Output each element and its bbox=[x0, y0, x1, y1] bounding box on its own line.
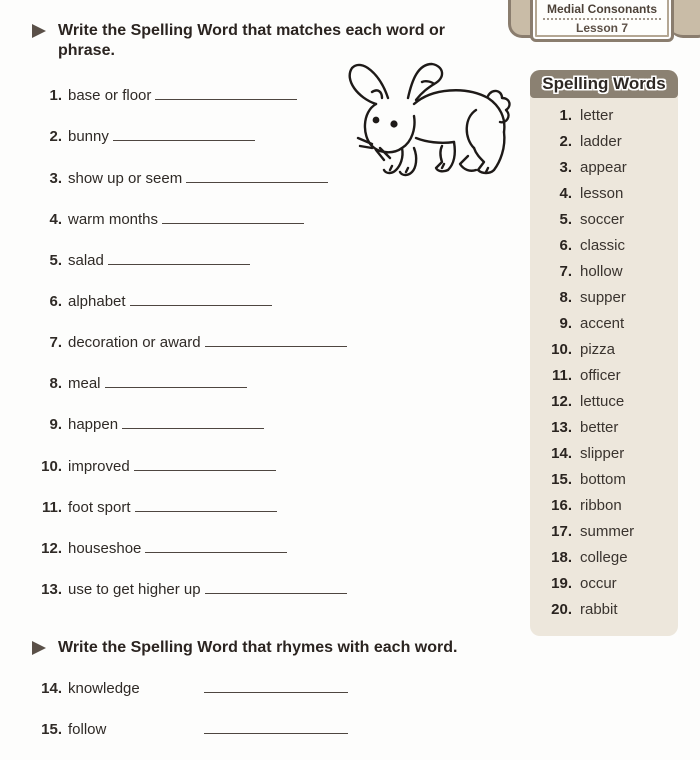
answer-blank[interactable] bbox=[162, 213, 304, 224]
instruction-section-2 bbox=[32, 638, 492, 658]
exercise-item-6 bbox=[34, 293, 272, 311]
word-number: 2. bbox=[559, 133, 572, 150]
lesson-badge bbox=[508, 0, 700, 48]
item-number: 7. bbox=[49, 334, 62, 351]
word-text: rabbit bbox=[580, 601, 618, 618]
word-text: letter bbox=[580, 107, 614, 124]
spelling-word-14 bbox=[530, 445, 678, 463]
word-number: 19. bbox=[551, 575, 572, 592]
word-text: officer bbox=[580, 367, 621, 384]
rabbit-illustration-icon bbox=[336, 58, 516, 186]
word-text: classic bbox=[580, 237, 626, 254]
item-number: 12. bbox=[41, 540, 62, 557]
badge-dotted-divider bbox=[543, 18, 661, 20]
spelling-word-11 bbox=[530, 367, 678, 385]
word-text: bottom bbox=[580, 471, 626, 488]
word-number: 7. bbox=[559, 263, 572, 280]
answer-blank[interactable] bbox=[130, 295, 272, 306]
word-text: soccer bbox=[580, 211, 625, 228]
word-text: hollow bbox=[580, 263, 623, 280]
item-number: 14. bbox=[41, 680, 62, 697]
spelling-word-15 bbox=[530, 471, 678, 489]
exercise-item-7 bbox=[34, 334, 347, 352]
badge-plate bbox=[530, 0, 674, 42]
word-number: 3. bbox=[559, 159, 572, 176]
item-number: 8. bbox=[49, 375, 62, 392]
word-text: better bbox=[580, 419, 619, 436]
word-text: ribbon bbox=[580, 497, 622, 514]
answer-blank[interactable] bbox=[205, 336, 347, 347]
answer-blank[interactable] bbox=[186, 172, 328, 183]
spelling-word-18 bbox=[530, 549, 678, 567]
exercise-item-10 bbox=[34, 458, 276, 476]
exercise-item-1 bbox=[34, 87, 297, 105]
badge-lesson: Lesson 7 bbox=[575, 21, 629, 35]
item-number: 10. bbox=[41, 458, 62, 475]
spelling-word-12 bbox=[530, 393, 678, 411]
word-number: 5. bbox=[559, 211, 572, 228]
answer-blank[interactable] bbox=[135, 501, 277, 512]
item-clue: warm months bbox=[68, 211, 159, 228]
answer-blank[interactable] bbox=[122, 418, 264, 429]
spelling-word-7 bbox=[530, 263, 678, 281]
item-number: 2. bbox=[49, 128, 62, 145]
word-number: 4. bbox=[559, 185, 572, 202]
item-clue: houseshoe bbox=[68, 540, 142, 557]
spelling-word-2 bbox=[530, 133, 678, 151]
item-clue: foot sport bbox=[68, 499, 131, 516]
spelling-words-title: Spelling Words bbox=[542, 74, 666, 93]
item-clue: base or floor bbox=[68, 87, 152, 104]
word-number: 12. bbox=[551, 393, 572, 410]
exercise-item-4 bbox=[34, 211, 304, 229]
answer-blank[interactable] bbox=[108, 254, 250, 265]
item-number: 1. bbox=[49, 87, 62, 104]
item-number: 3. bbox=[49, 170, 62, 187]
word-number: 6. bbox=[559, 237, 572, 254]
word-text: pizza bbox=[580, 341, 616, 358]
item-clue: alphabet bbox=[68, 293, 126, 310]
spelling-word-1 bbox=[530, 107, 678, 125]
word-number: 14. bbox=[551, 445, 572, 462]
answer-blank[interactable] bbox=[134, 460, 276, 471]
exercise-item-2 bbox=[34, 128, 255, 146]
item-number: 13. bbox=[41, 581, 62, 598]
item-clue: knowledge bbox=[68, 680, 140, 697]
spelling-word-16 bbox=[530, 497, 678, 515]
item-number: 11. bbox=[41, 499, 62, 516]
item-clue: salad bbox=[68, 252, 104, 269]
item-clue: show up or seem bbox=[68, 170, 183, 187]
instruction-section-1 bbox=[32, 21, 472, 61]
item-clue: improved bbox=[68, 458, 130, 475]
spelling-word-3 bbox=[530, 159, 678, 177]
exercise-item-5 bbox=[34, 252, 250, 270]
exercise-item-15 bbox=[34, 721, 106, 739]
instruction-text: Write the Spelling Word that rhymes with each word. bbox=[58, 639, 458, 656]
word-number: 8. bbox=[559, 289, 572, 306]
word-number: 11. bbox=[551, 367, 572, 384]
exercise-item-11 bbox=[34, 499, 277, 517]
spelling-word-13 bbox=[530, 419, 678, 437]
item-clue: follow bbox=[68, 721, 107, 738]
item-number: 15. bbox=[41, 721, 62, 738]
word-number: 16. bbox=[551, 497, 572, 514]
spelling-word-6 bbox=[530, 237, 678, 255]
word-text: appear bbox=[580, 159, 627, 176]
item-number: 5. bbox=[49, 252, 62, 269]
exercise-item-9 bbox=[34, 416, 264, 434]
word-text: ladder bbox=[580, 133, 622, 150]
word-text: slipper bbox=[580, 445, 625, 462]
item-number: 4. bbox=[49, 211, 62, 228]
exercise-item-12 bbox=[34, 540, 287, 558]
word-text: summer bbox=[580, 523, 635, 540]
answer-blank[interactable] bbox=[155, 89, 297, 100]
exercise-item-14 bbox=[34, 680, 140, 698]
instruction-text: Write the Spelling Word that matches each word or phrase. bbox=[58, 22, 446, 59]
word-text: college bbox=[580, 549, 628, 566]
triangle-bullet-icon bbox=[32, 24, 46, 38]
spelling-words-panel bbox=[530, 70, 678, 636]
item-number: 9. bbox=[49, 416, 62, 433]
badge-title: Medial Consonants bbox=[546, 2, 657, 16]
item-clue: use to get higher up bbox=[68, 581, 201, 598]
triangle-bullet-icon bbox=[32, 641, 46, 655]
item-clue: bunny bbox=[68, 128, 109, 145]
spelling-word-8 bbox=[530, 289, 678, 307]
item-clue: meal bbox=[68, 375, 101, 392]
word-text: occur bbox=[580, 575, 617, 592]
spelling-word-9 bbox=[530, 315, 678, 333]
word-text: supper bbox=[580, 289, 626, 306]
answer-blank[interactable] bbox=[113, 130, 255, 141]
word-number: 13. bbox=[551, 419, 572, 436]
exercise-item-13 bbox=[34, 581, 347, 599]
answer-blank[interactable] bbox=[204, 733, 348, 734]
spelling-word-10 bbox=[530, 341, 678, 359]
word-number: 17. bbox=[551, 523, 572, 540]
word-text: accent bbox=[580, 315, 625, 332]
word-number: 9. bbox=[559, 315, 572, 332]
word-text: lettuce bbox=[580, 393, 625, 410]
spelling-word-19 bbox=[530, 575, 678, 593]
exercise-item-8 bbox=[34, 375, 247, 393]
spelling-word-5 bbox=[530, 211, 678, 229]
word-number: 10. bbox=[551, 341, 572, 358]
answer-blank[interactable] bbox=[145, 542, 287, 553]
answer-blank[interactable] bbox=[105, 377, 247, 388]
item-clue: decoration or award bbox=[68, 334, 201, 351]
spelling-word-4 bbox=[530, 185, 678, 203]
word-text: lesson bbox=[580, 185, 624, 202]
item-number: 6. bbox=[49, 293, 62, 310]
item-clue: happen bbox=[68, 416, 119, 433]
answer-blank[interactable] bbox=[205, 583, 347, 594]
spelling-words-header bbox=[530, 70, 678, 98]
answer-blank[interactable] bbox=[204, 692, 348, 693]
word-number: 1. bbox=[559, 107, 572, 124]
spelling-word-20 bbox=[530, 601, 678, 619]
spelling-word-17 bbox=[530, 523, 678, 541]
exercise-item-3 bbox=[34, 170, 328, 188]
word-number: 20. bbox=[551, 601, 572, 618]
word-number: 15. bbox=[551, 471, 572, 488]
word-number: 18. bbox=[551, 549, 572, 566]
